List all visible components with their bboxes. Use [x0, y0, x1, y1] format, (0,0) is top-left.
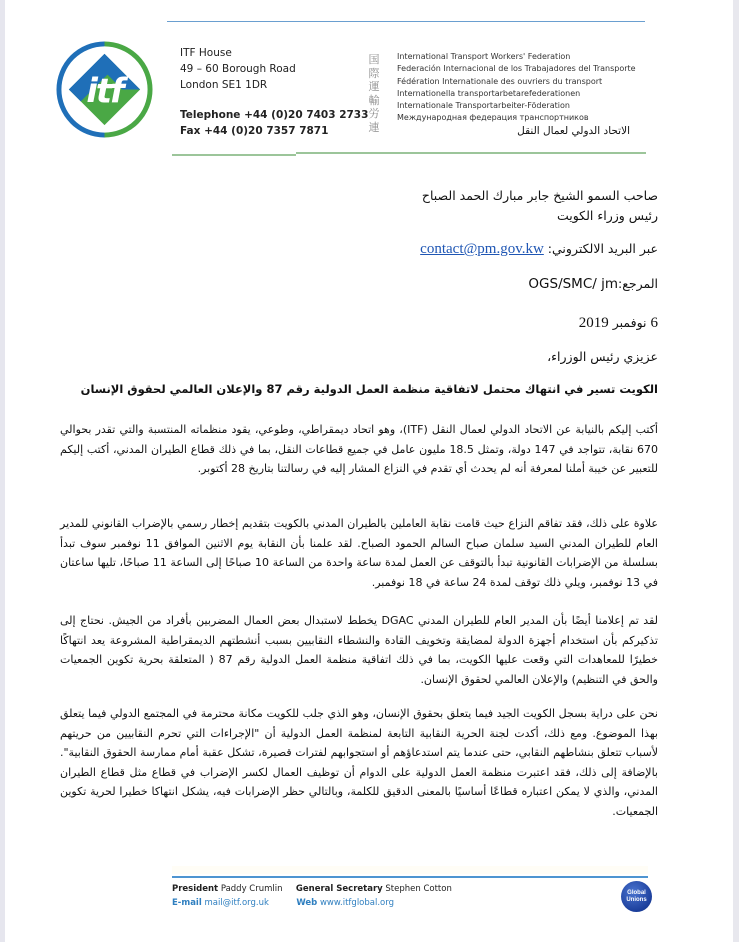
header-rule-top	[295, 21, 645, 22]
header-rule-bottom	[172, 154, 296, 156]
header-rule-top	[167, 21, 295, 22]
paragraph-4: نحن على دراية بسجل الكويت الجيد فيما يتعلق بحقوق الإنسان، وهو الذي جلب للكويت مكانة محترمة في المجتمع الدولي فيما يتعلق بهذا الموضوع. ومع ذلك، أكدت لجنة الحرية النقابية التابعة لمنظمة العمل الدولية أن "الإجراءات التي تحرم النقابيين من حريتهم لأسباب تتعلق بنشاطهم النقابي، حتى عندما يتم استدعاؤهم أو استجوابهم لفترات قصيرة، تشكل عقبة أمام ممارسة الحقوق النقابية". بالإضافة إلى ذلك، فقد اعتبرت منظمة العمل الدولية على الدوام أن توظيف العمال لكسر الإضراب في قطاع مثل قطاع الطيران المدني، والذي لا يمكن اعتباره قطاعًا أساسيًا بالمعنى الدقيق للكلمة، وبالتالي حظر الإضرابات فيه، يشكل انتهاكا خطيرا لحرية تكوين الجمعيات.	[60, 707, 658, 818]
general-secretary-name: Stephen Cotton	[385, 884, 452, 894]
address-line: ITF House	[180, 47, 232, 59]
reference-code: OGS/SMC/ jm	[528, 276, 618, 292]
reference-line	[60, 276, 658, 292]
paragraph-3: لقد تم إعلامنا أيضًا بأن المدير العام للطيران المدني DGAC يخطط لاستبدال بعض العمال المضربين بأفراد من الجيش. نحتاج إلى تذكيركم بأن استخدام أجهزة الدولة لمضايقة وتخويف القادة والنشطاء النقابيين بسبب أنشطتهم الديمقراطية المشروعة يعد انتهاكًا خطيرًا للمعاهدات التي وقعت عليها الكويت، بما في ذلك اتفاقية منظمة العمل الدولية رقم 87 ( المتعلقة بحرية تكوين الجمعيات والحق في التنظيم) والإعلان العالمي لحقوق الإنسان.	[60, 614, 658, 686]
reference-label: المرجع:	[618, 276, 658, 291]
global-unions-badge-icon: Global Unions	[621, 881, 652, 912]
footer-rule	[172, 876, 648, 878]
email-label: عبر البريد الالكتروني:	[543, 241, 658, 256]
recipient-title: رئيس وزراء الكويت	[556, 208, 658, 223]
org-name-de: Internationale Transportarbeiter-Föderation	[397, 101, 570, 111]
org-name-en: International Transport Workers' Federation	[397, 52, 571, 61]
telephone-line: Telephone +44 (0)20 7403 2733	[180, 109, 369, 121]
org-name-sv: Internationella transportarbetarefederationen	[397, 88, 581, 98]
recipient-name: صاحب السمو الشيخ جابر مبارك الحمد الصباح	[421, 188, 658, 203]
itf-address-block	[180, 45, 368, 139]
address-line: 49 – 60 Borough Road	[180, 63, 296, 75]
itf-logo-icon	[55, 40, 154, 139]
email-line	[60, 241, 658, 258]
letter-date: 6 نوفمبر 2019	[578, 315, 658, 331]
paragraph-1: أكتب إليكم بالنيابة عن الاتحاد الدولي لعمال النقل (ITF)، وهو اتحاد ديمقراطي، وطوعي، يقود منظماته المنتسبة والتي تقدر بحوالي 670 نقابة، تتواجد في 147 دولة، وتمثل 18.5 مليون عامل في جميع قطاعات النقل، بما في ذلك قطاع الطيران المدني، أكتب إليكم للتعبير عن خيبة أملنا لمعرفة أنه لم يحدث أي تقدم في النزاع المشار إليه في رسالتنا بتاريخ 28 أكتوبر.	[60, 423, 658, 475]
greeting: عزيزي رئيس الوزراء،	[547, 349, 658, 364]
address-line: London SE1 1DR	[180, 79, 268, 91]
footer-officers: President Paddy Crumlin General Secretary Stephen Cotton	[172, 884, 452, 894]
paragraph-2: علاوة على ذلك، فقد تفاقم النزاع حيث قامت نقابة العاملين بالطيران المدني بالكويت بتقديم إخطار رسمي بالإضراب القانوني للمدير العام للطيران المدني السيد سلمان صباح السالم الحمود الصباح. لقد علمنا بأن النقابة يوم الاثنين الموافق 11 نوفمبر سوف تبدأ بسلسلة من الإضرابات القانونية تبدأ بالتوقف عن العمل لمدة ساعة واحدة من الساعة 10 صباحًا إلى الساعة 11 صباحًا، تليها ساعتان في 13 نوفمبر، ويلي ذلك توقف لمدة 24 ساعة في 18 نوفمبر.	[60, 517, 658, 589]
org-name-es: Federación Internacional de los Trabajadores del Transporte	[397, 64, 636, 74]
svg-text:itf: itf	[86, 71, 123, 111]
japanese-org-name: 国 際 運 輸 労 連	[368, 54, 380, 134]
footer-band	[172, 866, 648, 874]
footer-contacts: E-mail mail@itf.org.uk Web www.itfglobal.org	[172, 898, 394, 908]
footer-web-link[interactable]: www.itfglobal.org	[319, 898, 394, 908]
org-name-ru: Международная федерация транспортников	[397, 113, 589, 123]
multilingual-org-names	[397, 51, 636, 138]
footer-email-link[interactable]: mail@itf.org.uk	[204, 898, 269, 908]
footer-block	[172, 882, 452, 910]
letter-subject: الكويت تسير في انتهاك محتمل لاتفاقية منظمة العمل الدولية رقم 87 والإعلان العالمي لحقوق الإنسان	[80, 382, 658, 396]
org-name-fr: Fédération Internationale des ouvriers du transport	[397, 76, 603, 86]
recipient-email-link[interactable]: contact@pm.gov.kw	[420, 241, 544, 257]
page-edge-left	[0, 0, 5, 942]
fax-line: Fax +44 (0)20 7357 7871	[180, 125, 329, 137]
president-name: Paddy Crumlin	[220, 884, 283, 894]
page-edge-right	[733, 0, 739, 942]
header-rule-bottom	[296, 152, 646, 154]
org-name-ar: الاتحاد الدولي لعمال النقل	[517, 124, 630, 137]
recipient-block	[60, 186, 658, 226]
